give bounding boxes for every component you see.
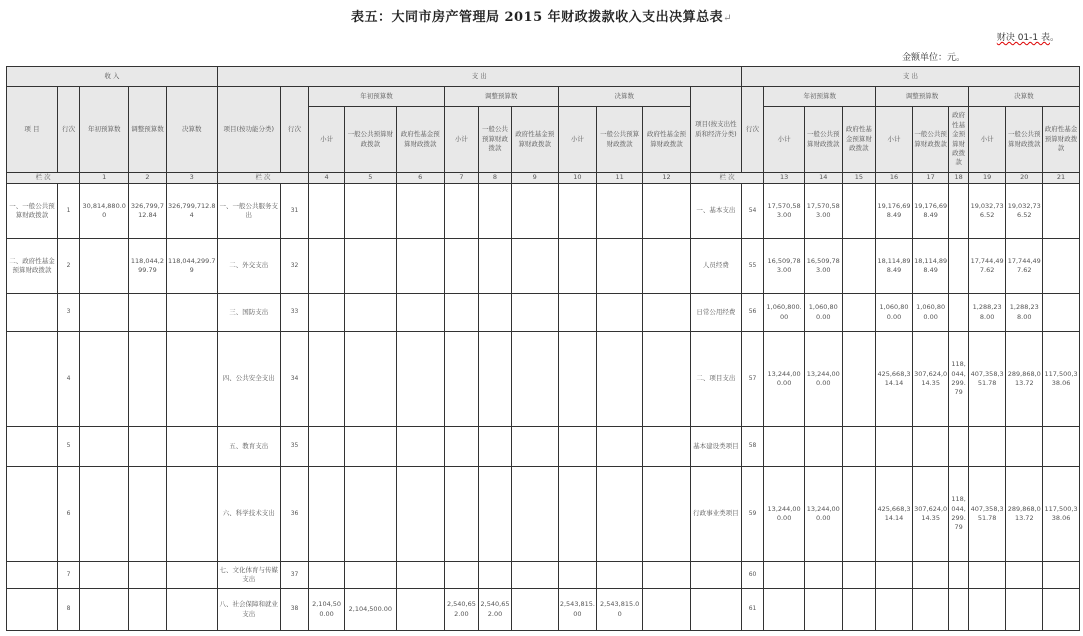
exp-value-cell — [597, 332, 643, 427]
table-row — [7, 467, 1080, 562]
title-text: 表五：大同市房产管理局 2015 年财政拨款收入支出决算总表 — [350, 10, 724, 25]
r-value-cell: 17,744,497.62 — [968, 239, 1006, 294]
exp-row-no-cell: 37 — [280, 562, 308, 589]
exp-value-cell: 2,104,500.00 — [344, 589, 396, 631]
income-row-no-cell: 2 — [57, 239, 79, 294]
r-value-cell — [1043, 589, 1080, 631]
index-col: 8 — [479, 173, 512, 184]
exp-value-cell — [444, 294, 479, 332]
adjusted-budget-header: 调整预算数 — [129, 87, 167, 173]
r-item-cell: 一、基本支出 — [690, 184, 741, 239]
r-value-cell — [912, 427, 949, 467]
r-value-cell: 17,744,497.62 — [1006, 239, 1043, 294]
page-title — [0, 6, 1083, 25]
exp-value-cell — [511, 294, 558, 332]
exp-value-cell — [444, 562, 479, 589]
r-value-cell: 1,060,800.00 — [876, 294, 913, 332]
exp-value-cell — [511, 184, 558, 239]
exp-value-cell: 2,104,500.00 — [309, 589, 345, 631]
r-value-cell — [842, 562, 876, 589]
table-row — [7, 294, 1080, 332]
subtotal-header: 小计 — [309, 107, 345, 173]
exp-item-cell: 三、国防支出 — [217, 294, 280, 332]
index-col: 12 — [643, 173, 691, 184]
income-row-no-cell: 7 — [57, 562, 79, 589]
exp-value-cell — [558, 332, 597, 427]
budget-table — [6, 66, 1080, 631]
exp-value-cell — [309, 467, 345, 562]
exp-value-cell — [444, 332, 479, 427]
annual-budget-header: 年初预算数 — [80, 87, 129, 173]
r-value-cell: 13,244,000.00 — [764, 467, 805, 562]
r-item-cell: 行政事业类项目 — [690, 467, 741, 562]
index-col: 17 — [912, 173, 949, 184]
subtotal-header: 小计 — [444, 107, 479, 173]
exp-value-cell — [444, 184, 479, 239]
final-account-header: 决算数 — [166, 87, 217, 173]
exp-value-cell — [597, 427, 643, 467]
r-item-cell — [690, 562, 741, 589]
final-account-cell — [166, 562, 217, 589]
r-item-cell: 日常公用经费 — [690, 294, 741, 332]
exp-value-cell — [309, 427, 345, 467]
table-row — [7, 239, 1080, 294]
r-value-cell: 18,114,898.49 — [876, 239, 913, 294]
r-row-no-cell: 59 — [741, 467, 763, 562]
exp-row-no-cell: 31 — [280, 184, 308, 239]
general-budget-header: 一般公共预算财政拨款 — [804, 107, 842, 173]
index-col: 15 — [842, 173, 876, 184]
exp-item-cell: 五、教育支出 — [217, 427, 280, 467]
exp-item-header: 项目(按功能分类) — [217, 87, 280, 173]
r-value-cell — [842, 427, 876, 467]
r-value-cell: 118,044,299.79 — [949, 332, 968, 427]
table-row — [7, 589, 1080, 631]
exp-value-cell — [597, 294, 643, 332]
expenditure-right-header: 支 出 — [741, 67, 1079, 87]
income-header: 收 入 — [7, 67, 218, 87]
r-row-no-cell: 60 — [741, 562, 763, 589]
final-account-cell: 326,799,712.84 — [166, 184, 217, 239]
r-item-cell: 人员经费 — [690, 239, 741, 294]
r-value-cell: 19,176,698.49 — [912, 184, 949, 239]
index-col: 4 — [309, 173, 345, 184]
index-col: 10 — [558, 173, 597, 184]
r-value-cell — [949, 184, 968, 239]
adjusted-budget-cell — [129, 332, 167, 427]
exp-value-cell: 2,543,815.00 — [597, 589, 643, 631]
exp-row-no-cell: 33 — [280, 294, 308, 332]
table-row — [7, 427, 1080, 467]
adjusted-budget-cell — [129, 562, 167, 589]
exp-value-cell — [444, 239, 479, 294]
exp-value-cell — [309, 239, 345, 294]
exp-initial-group: 年初预算数 — [309, 87, 444, 107]
index-col: 11 — [597, 173, 643, 184]
exp-value-cell — [643, 184, 691, 239]
r-value-cell: 13,244,000.00 — [764, 332, 805, 427]
exp-value-cell — [643, 467, 691, 562]
index-label: 栏 次 — [7, 173, 80, 184]
r-value-cell: 289,868,013.72 — [1006, 332, 1043, 427]
r-value-cell — [842, 239, 876, 294]
exp-value-cell: 2,543,815.00 — [558, 589, 597, 631]
adjusted-budget-cell — [129, 589, 167, 631]
exp-row-no-cell: 38 — [280, 589, 308, 631]
adjusted-budget-cell — [129, 294, 167, 332]
exp-value-cell — [597, 562, 643, 589]
exp-value-cell — [558, 294, 597, 332]
exp-value-cell: 2,540,652.00 — [444, 589, 479, 631]
r-row-no-cell: 58 — [741, 427, 763, 467]
exp-value-cell — [643, 239, 691, 294]
r-row-no-cell: 55 — [741, 239, 763, 294]
exp-value-cell: 2,540,652.00 — [479, 589, 512, 631]
r-value-cell: 18,114,898.49 — [912, 239, 949, 294]
exp-value-cell — [479, 332, 512, 427]
exp-row-no-header: 行次 — [280, 87, 308, 173]
exp-value-cell — [643, 427, 691, 467]
r-value-cell: 16,509,783.00 — [804, 239, 842, 294]
exp-value-cell — [344, 184, 396, 239]
exp-value-cell — [396, 467, 444, 562]
exp-value-cell — [511, 467, 558, 562]
index-col: 13 — [764, 173, 805, 184]
r-value-cell — [1043, 184, 1080, 239]
exp-value-cell — [597, 239, 643, 294]
income-item-cell: 二、政府性基金预算财政拨款 — [7, 239, 58, 294]
index-col: 1 — [80, 173, 129, 184]
fund-budget-header: 政府性基金预算财政拨款 — [1043, 107, 1080, 173]
r-item-header: 项目(按支出性质和经济分类) — [690, 87, 741, 173]
r-value-cell: 407,358,351.78 — [968, 467, 1006, 562]
exp-value-cell — [309, 562, 345, 589]
r-item-cell — [690, 589, 741, 631]
exp-value-cell — [396, 332, 444, 427]
r-value-cell — [968, 562, 1006, 589]
r-value-cell — [876, 589, 913, 631]
r-value-cell: 17,570,583.00 — [804, 184, 842, 239]
annual-budget-cell — [80, 562, 129, 589]
r-value-cell: 13,244,000.00 — [804, 332, 842, 427]
final-account-cell: 118,044,299.79 — [166, 239, 217, 294]
index-col: 3 — [166, 173, 217, 184]
income-row-no-header: 行次 — [57, 87, 79, 173]
r-value-cell: 1,060,800.00 — [912, 294, 949, 332]
r-value-cell — [1043, 294, 1080, 332]
form-number-text: 财决 01-1 表 — [996, 33, 1050, 43]
fund-budget-header: 政府性基金预算财政拨款 — [643, 107, 691, 173]
exp-value-cell — [558, 239, 597, 294]
subtotal-header: 小计 — [968, 107, 1006, 173]
r-row-no-cell: 54 — [741, 184, 763, 239]
subtotal-header: 小计 — [876, 107, 913, 173]
r-value-cell — [842, 184, 876, 239]
r-value-cell — [968, 589, 1006, 631]
subtotal-header: 小计 — [764, 107, 805, 173]
r-value-cell — [842, 294, 876, 332]
exp-value-cell — [309, 332, 345, 427]
r-value-cell: 17,570,583.00 — [764, 184, 805, 239]
r-value-cell: 1,060,800.00 — [804, 294, 842, 332]
adjusted-budget-cell: 326,799,712.84 — [129, 184, 167, 239]
income-item-cell — [7, 562, 58, 589]
exp-value-cell — [344, 467, 396, 562]
fund-budget-header: 政府性基金预算财政拨款 — [511, 107, 558, 173]
header-row-2 — [7, 87, 1080, 107]
exp-final-group: 决算数 — [558, 87, 690, 107]
income-row-no-cell: 6 — [57, 467, 79, 562]
annual-budget-cell — [80, 294, 129, 332]
unit-label-text: 金额单位：元 — [901, 53, 956, 63]
r-value-cell — [842, 589, 876, 631]
r-value-cell — [1043, 427, 1080, 467]
exp-value-cell — [309, 294, 345, 332]
r-value-cell — [876, 427, 913, 467]
r-value-cell: 118,044,299.79 — [949, 467, 968, 562]
exp-value-cell — [643, 294, 691, 332]
index-col: 16 — [876, 173, 913, 184]
exp-item-cell: 六、科学技术支出 — [217, 467, 280, 562]
r-row-no-cell: 61 — [741, 589, 763, 631]
exp-item-cell: 一、一般公共服务支出 — [217, 184, 280, 239]
r-value-cell: 1,288,238.00 — [968, 294, 1006, 332]
exp-value-cell — [511, 589, 558, 631]
index-col: 20 — [1006, 173, 1043, 184]
annual-budget-cell — [80, 589, 129, 631]
index-col: 18 — [949, 173, 968, 184]
r-value-cell — [804, 427, 842, 467]
exp-value-cell — [643, 562, 691, 589]
income-item-cell — [7, 427, 58, 467]
exp-value-cell — [479, 184, 512, 239]
r-value-cell — [1006, 427, 1043, 467]
exp-row-no-cell: 35 — [280, 427, 308, 467]
income-item-cell — [7, 332, 58, 427]
exp-value-cell — [511, 332, 558, 427]
exp-value-cell — [558, 562, 597, 589]
exp-row-no-cell: 34 — [280, 332, 308, 427]
exp-row-no-cell: 36 — [280, 467, 308, 562]
exp-adjusted-group: 调整预算数 — [444, 87, 558, 107]
general-budget-header: 一般公共预算财政拨款 — [1006, 107, 1043, 173]
r-value-cell — [949, 562, 968, 589]
exp-row-no-cell: 32 — [280, 239, 308, 294]
r-item-cell: 二、项目支出 — [690, 332, 741, 427]
general-budget-header: 一般公共预算财政拨款 — [479, 107, 512, 173]
r-value-cell: 19,032,736.52 — [968, 184, 1006, 239]
exp-value-cell — [511, 239, 558, 294]
final-account-cell — [166, 467, 217, 562]
fund-budget-header: 政府性基金预算财政拨款 — [842, 107, 876, 173]
exp-value-cell — [511, 562, 558, 589]
income-row-no-cell: 1 — [57, 184, 79, 239]
index-col: 19 — [968, 173, 1006, 184]
r-item-cell: 基本建设类项目 — [690, 427, 741, 467]
r-value-cell — [764, 427, 805, 467]
r-value-cell: 289,868,013.72 — [1006, 467, 1043, 562]
return-mark: ↵ — [723, 13, 733, 24]
income-row-no-cell: 5 — [57, 427, 79, 467]
unit-label-suffix: 。 — [955, 53, 965, 63]
final-account-cell — [166, 589, 217, 631]
index-col: 9 — [511, 173, 558, 184]
exp-value-cell — [344, 294, 396, 332]
index-mid-label: 栏 次 — [217, 173, 309, 184]
exp-value-cell — [479, 562, 512, 589]
r-value-cell: 425,668,314.14 — [876, 467, 913, 562]
exp-value-cell — [479, 427, 512, 467]
r-value-cell — [764, 589, 805, 631]
income-item-cell — [7, 294, 58, 332]
r-row-no-header: 行次 — [741, 87, 763, 173]
r-value-cell: 19,176,698.49 — [876, 184, 913, 239]
exp-value-cell — [511, 427, 558, 467]
r-value-cell — [912, 562, 949, 589]
exp-value-cell — [643, 332, 691, 427]
exp-value-cell — [479, 294, 512, 332]
adjusted-budget-cell — [129, 467, 167, 562]
r-initial-group: 年初预算数 — [764, 87, 876, 107]
final-account-cell — [166, 332, 217, 427]
annual-budget-cell — [80, 427, 129, 467]
r-value-cell — [949, 239, 968, 294]
r-value-cell — [842, 467, 876, 562]
exp-item-cell: 二、外交支出 — [217, 239, 280, 294]
exp-item-cell: 七、文化体育与传媒支出 — [217, 562, 280, 589]
r-value-cell — [1006, 562, 1043, 589]
annual-budget-cell — [80, 332, 129, 427]
unit-label — [902, 50, 965, 63]
final-account-cell — [166, 427, 217, 467]
exp-value-cell — [444, 467, 479, 562]
exp-value-cell — [396, 562, 444, 589]
header-row-1 — [7, 67, 1080, 87]
index-row — [7, 173, 1080, 184]
exp-value-cell — [597, 467, 643, 562]
exp-value-cell — [344, 427, 396, 467]
exp-value-cell — [396, 589, 444, 631]
exp-value-cell — [396, 239, 444, 294]
r-value-cell: 1,288,238.00 — [1006, 294, 1043, 332]
exp-value-cell — [344, 239, 396, 294]
r-value-cell: 117,500,338.06 — [1043, 332, 1080, 427]
r-value-cell — [1006, 589, 1043, 631]
exp-value-cell — [558, 427, 597, 467]
r-value-cell: 307,624,014.35 — [912, 332, 949, 427]
index-col: 21 — [1043, 173, 1080, 184]
adjusted-budget-cell — [129, 427, 167, 467]
r-final-group: 决算数 — [968, 87, 1079, 107]
general-budget-header: 一般公共预算财政拨款 — [597, 107, 643, 173]
income-row-no-cell: 4 — [57, 332, 79, 427]
r-row-no-cell: 56 — [741, 294, 763, 332]
r-value-cell: 407,358,351.78 — [968, 332, 1006, 427]
income-item-cell: 一、一般公共预算财政拨款 — [7, 184, 58, 239]
exp-value-cell — [396, 427, 444, 467]
form-number — [997, 30, 1059, 43]
index-col: 14 — [804, 173, 842, 184]
subtotal-header: 小计 — [558, 107, 597, 173]
annual-budget-cell — [80, 467, 129, 562]
r-value-cell — [912, 589, 949, 631]
exp-value-cell — [558, 467, 597, 562]
expenditure-header: 支 出 — [217, 67, 741, 87]
general-budget-header: 一般公共预算财政拨款 — [912, 107, 949, 173]
form-number-suffix: 。 — [1049, 33, 1059, 43]
adjusted-budget-cell: 118,044,299.79 — [129, 239, 167, 294]
exp-value-cell — [558, 184, 597, 239]
annual-budget-cell — [80, 239, 129, 294]
general-budget-header: 一般公共预算财政拨款 — [344, 107, 396, 173]
index-col: 6 — [396, 173, 444, 184]
exp-value-cell — [597, 184, 643, 239]
income-item-cell — [7, 467, 58, 562]
r-value-cell — [764, 562, 805, 589]
fund-budget-header: 政府性基金预算财政拨款 — [396, 107, 444, 173]
index-right-label: 栏 次 — [690, 173, 763, 184]
exp-value-cell — [396, 184, 444, 239]
r-value-cell — [1043, 562, 1080, 589]
r-value-cell — [949, 589, 968, 631]
r-value-cell — [949, 427, 968, 467]
r-value-cell: 117,500,338.06 — [1043, 467, 1080, 562]
r-value-cell — [949, 294, 968, 332]
exp-item-cell: 八、社会保障和就业支出 — [217, 589, 280, 631]
income-row-no-cell: 8 — [57, 589, 79, 631]
r-value-cell — [876, 562, 913, 589]
r-value-cell — [804, 589, 842, 631]
index-col: 5 — [344, 173, 396, 184]
r-value-cell — [804, 562, 842, 589]
exp-value-cell — [344, 562, 396, 589]
r-value-cell: 13,244,000.00 — [804, 467, 842, 562]
income-row-no-cell: 3 — [57, 294, 79, 332]
index-col: 2 — [129, 173, 167, 184]
exp-value-cell — [444, 427, 479, 467]
r-row-no-cell: 57 — [741, 332, 763, 427]
income-item-cell — [7, 589, 58, 631]
r-value-cell: 307,624,014.35 — [912, 467, 949, 562]
r-value-cell — [842, 332, 876, 427]
exp-value-cell — [643, 589, 691, 631]
r-value-cell: 19,032,736.52 — [1006, 184, 1043, 239]
table-row — [7, 184, 1080, 239]
r-value-cell: 425,668,314.14 — [876, 332, 913, 427]
r-adjusted-group: 调整预算数 — [876, 87, 969, 107]
r-value-cell — [1043, 239, 1080, 294]
final-account-cell — [166, 294, 217, 332]
annual-budget-cell: 30,814,880.00 — [80, 184, 129, 239]
table-row — [7, 332, 1080, 427]
r-value-cell — [968, 427, 1006, 467]
exp-value-cell — [309, 184, 345, 239]
r-value-cell: 1,060,800.00 — [764, 294, 805, 332]
table-row — [7, 562, 1080, 589]
r-value-cell: 16,509,783.00 — [764, 239, 805, 294]
income-item-header: 项 目 — [7, 87, 58, 173]
fund-budget-header: 政府性基金预算财政拨款 — [949, 107, 968, 173]
exp-value-cell — [479, 467, 512, 562]
exp-item-cell: 四、公共安全支出 — [217, 332, 280, 427]
exp-value-cell — [479, 239, 512, 294]
exp-value-cell — [396, 294, 444, 332]
exp-value-cell — [344, 332, 396, 427]
index-col: 7 — [444, 173, 479, 184]
